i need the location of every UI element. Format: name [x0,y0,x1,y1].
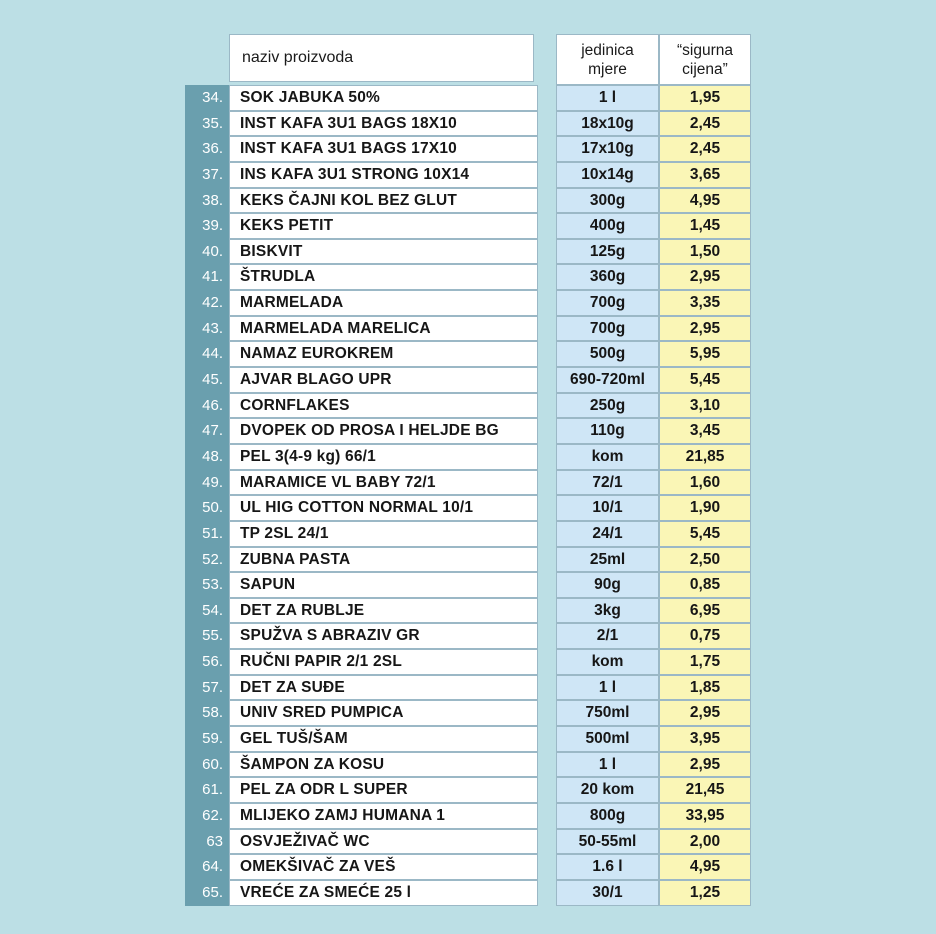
table-row [556,623,751,649]
row-number: 63 [185,829,229,855]
table-row [185,341,538,367]
product-name: SOK JABUKA 50% [229,85,538,111]
unit-cell: 300g [556,188,659,214]
price-cell: 3,35 [659,290,751,316]
table-row [185,213,538,239]
price-cell: 0,75 [659,623,751,649]
unit-cell: 72/1 [556,470,659,496]
table-row [185,85,538,111]
price-cell: 1,50 [659,239,751,265]
product-name: DET ZA RUBLJE [229,598,538,624]
row-number: 48. [185,444,229,470]
product-name: UNIV SRED PUMPICA [229,700,538,726]
product-name: KEKS ČAJNI KOL BEZ GLUT [229,188,538,214]
product-name: DET ZA SUĐE [229,675,538,701]
table-row [185,444,538,470]
unit-cell: 110g [556,418,659,444]
product-name: TP 2SL 24/1 [229,521,538,547]
table-row [556,444,751,470]
row-number: 46. [185,393,229,419]
row-number: 36. [185,136,229,162]
product-name: GEL TUŠ/ŠAM [229,726,538,752]
price-cell: 1,95 [659,85,751,111]
table-row [556,547,751,573]
table-row [185,418,538,444]
unit-cell: 700g [556,290,659,316]
header-price: “sigurna cijena” [659,34,751,85]
unit-cell: 250g [556,393,659,419]
product-name: KEKS PETIT [229,213,538,239]
row-number: 42. [185,290,229,316]
table-row [556,111,751,137]
product-name: OSVJEŽIVAČ WC [229,829,538,855]
unit-cell: 25ml [556,547,659,573]
table-row [185,649,538,675]
product-name: MARMELADA MARELICA [229,316,538,342]
price-cell: 2,95 [659,264,751,290]
price-cell: 3,95 [659,726,751,752]
product-name-rows [185,85,538,906]
product-name: AJVAR BLAGO UPR [229,367,538,393]
table-row [556,341,751,367]
unit-cell: 800g [556,803,659,829]
price-cell: 1,25 [659,880,751,906]
product-name: INST KAFA 3U1 BAGS 17X10 [229,136,538,162]
table-row [185,726,538,752]
product-name: PEL ZA ODR L SUPER [229,777,538,803]
table-row [556,675,751,701]
table-row [185,136,538,162]
product-name: SPUŽVA S ABRAZIV GR [229,623,538,649]
price-cell: 6,95 [659,598,751,624]
table-row [185,367,538,393]
table-row [556,572,751,598]
row-number: 47. [185,418,229,444]
table-row [185,752,538,778]
unit-cell: kom [556,649,659,675]
unit-cell: 24/1 [556,521,659,547]
price-cell: 3,65 [659,162,751,188]
table-row [185,111,538,137]
price-cell: 1,60 [659,470,751,496]
price-cell: 4,95 [659,854,751,880]
product-name: NAMAZ EUROKREM [229,341,538,367]
table-row [556,521,751,547]
price-cell: 21,85 [659,444,751,470]
unit-cell: 2/1 [556,623,659,649]
row-number: 61. [185,777,229,803]
table-row [185,316,538,342]
price-cell: 3,10 [659,393,751,419]
product-name: MARMELADA [229,290,538,316]
row-number: 59. [185,726,229,752]
table-row [556,598,751,624]
table-row [556,367,751,393]
table-row [556,316,751,342]
table-row [185,803,538,829]
price-cell: 2,95 [659,752,751,778]
product-name: INS KAFA 3U1 STRONG 10X14 [229,162,538,188]
table-row [556,495,751,521]
price-cell: 1,90 [659,495,751,521]
unit-cell: 50-55ml [556,829,659,855]
price-cell: 5,95 [659,341,751,367]
row-number: 53. [185,572,229,598]
header-product-name: naziv proizvoda [229,34,534,82]
row-number: 39. [185,213,229,239]
product-name: RUČNI PAPIR 2/1 2SL [229,649,538,675]
product-name: PEL 3(4-9 kg) 66/1 [229,444,538,470]
row-number: 56. [185,649,229,675]
unit-cell: 500g [556,341,659,367]
unit-cell: 1 l [556,85,659,111]
product-name: INST KAFA 3U1 BAGS 18X10 [229,111,538,137]
table-row [185,700,538,726]
table-row [185,777,538,803]
product-name: ŠAMPON ZA KOSU [229,752,538,778]
table-row [556,264,751,290]
table-row [185,623,538,649]
row-number: 60. [185,752,229,778]
table-row [185,521,538,547]
table-row [556,290,751,316]
table-row [556,777,751,803]
table-row [556,880,751,906]
price-cell: 2,95 [659,316,751,342]
table-row [556,829,751,855]
price-cell: 2,00 [659,829,751,855]
table-row [185,495,538,521]
product-name: CORNFLAKES [229,393,538,419]
product-name: MLIJEKO ZAMJ HUMANA 1 [229,803,538,829]
price-cell: 2,95 [659,700,751,726]
price-cell: 5,45 [659,521,751,547]
price-cell: 4,95 [659,188,751,214]
table-row [185,547,538,573]
table-row [556,136,751,162]
unit-cell: 17x10g [556,136,659,162]
table-row [556,470,751,496]
table-row [556,239,751,265]
table-row [185,470,538,496]
product-name: OMEKŠIVAČ ZA VEŠ [229,854,538,880]
table-row [185,572,538,598]
row-number: 34. [185,85,229,111]
unit-cell: 360g [556,264,659,290]
price-cell: 1,45 [659,213,751,239]
table-row [185,162,538,188]
row-number: 52. [185,547,229,573]
unit-cell: 3kg [556,598,659,624]
unit-cell: 90g [556,572,659,598]
table-row [556,188,751,214]
header-unit: jedinica mjere [556,34,659,85]
unit-cell: 690-720ml [556,367,659,393]
row-number: 45. [185,367,229,393]
unit-cell: 20 kom [556,777,659,803]
price-cell: 21,45 [659,777,751,803]
product-name: MARAMICE VL BABY 72/1 [229,470,538,496]
unit-cell: 125g [556,239,659,265]
row-number: 49. [185,470,229,496]
price-cell: 1,75 [659,649,751,675]
row-number: 35. [185,111,229,137]
unit-cell: 10/1 [556,495,659,521]
row-number: 40. [185,239,229,265]
unit-cell: 400g [556,213,659,239]
table-row [556,752,751,778]
price-cell: 2,50 [659,547,751,573]
price-cell: 2,45 [659,136,751,162]
table-row [556,213,751,239]
table-row [556,700,751,726]
table-row [556,726,751,752]
table-row [556,85,751,111]
table-row [185,239,538,265]
table-row [185,854,538,880]
table-row [185,393,538,419]
table-row [185,290,538,316]
product-name: SAPUN [229,572,538,598]
table-row [556,854,751,880]
unit-cell: 750ml [556,700,659,726]
product-name: VREĆE ZA SMEĆE 25 l [229,880,538,906]
unit-cell: 1 l [556,752,659,778]
table-row [185,675,538,701]
table-row [556,649,751,675]
row-number: 54. [185,598,229,624]
table-row [556,803,751,829]
table-row [185,880,538,906]
unit-cell: kom [556,444,659,470]
unit-cell: 700g [556,316,659,342]
row-number: 62. [185,803,229,829]
product-name: ZUBNA PASTA [229,547,538,573]
unit-cell: 500ml [556,726,659,752]
row-number: 37. [185,162,229,188]
unit-price-rows [556,85,751,906]
price-cell: 1,85 [659,675,751,701]
row-number: 41. [185,264,229,290]
table-row [185,188,538,214]
price-cell: 3,45 [659,418,751,444]
price-cell: 33,95 [659,803,751,829]
row-number: 55. [185,623,229,649]
price-cell: 2,45 [659,111,751,137]
row-number: 57. [185,675,229,701]
row-number: 58. [185,700,229,726]
row-number: 44. [185,341,229,367]
unit-cell: 1 l [556,675,659,701]
table-row [185,598,538,624]
row-number: 38. [185,188,229,214]
table-row [556,418,751,444]
product-name: DVOPEK OD PROSA I HELJDE BG [229,418,538,444]
product-name: BISKVIT [229,239,538,265]
unit-cell: 30/1 [556,880,659,906]
table-row [556,162,751,188]
unit-cell: 10x14g [556,162,659,188]
price-cell: 5,45 [659,367,751,393]
product-name: UL HIG COTTON NORMAL 10/1 [229,495,538,521]
product-name: ŠTRUDLA [229,264,538,290]
row-number: 50. [185,495,229,521]
table-row [185,264,538,290]
table-row [185,829,538,855]
unit-cell: 1.6 l [556,854,659,880]
table-row [556,393,751,419]
price-cell: 0,85 [659,572,751,598]
row-number: 43. [185,316,229,342]
row-number: 51. [185,521,229,547]
unit-cell: 18x10g [556,111,659,137]
row-number: 64. [185,854,229,880]
row-number: 65. [185,880,229,906]
